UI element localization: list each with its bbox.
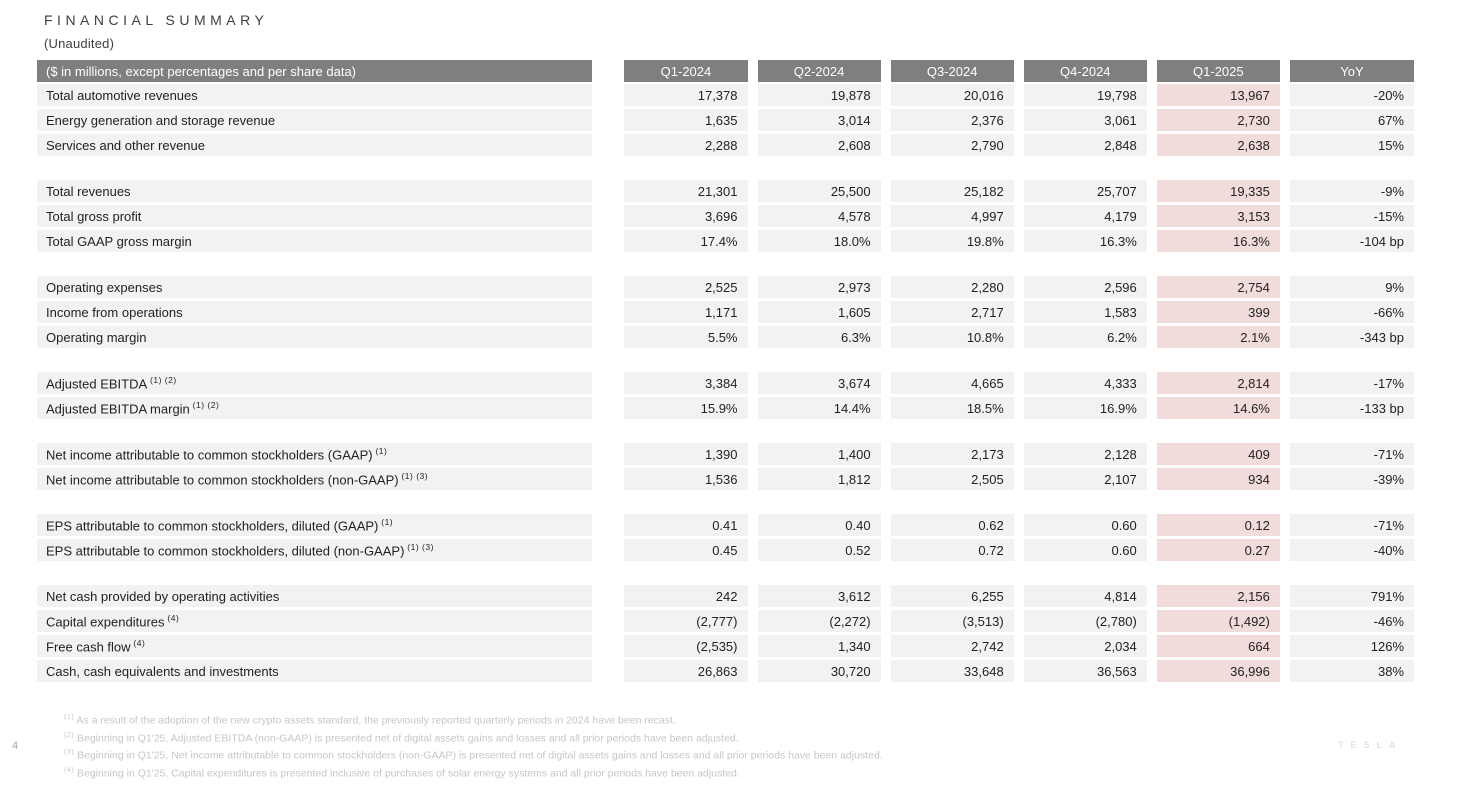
cell-value: 16.9% xyxy=(1014,397,1147,422)
cell-value: 17,378 xyxy=(614,84,747,109)
yoy-value: -9% xyxy=(1280,180,1414,205)
yoy-value: -104 bp xyxy=(1280,230,1414,255)
cell-value: 0.45 xyxy=(614,539,747,564)
table-row xyxy=(37,326,1414,351)
cell-value: 399 xyxy=(1147,301,1280,326)
cell-value: 3,384 xyxy=(614,372,747,397)
cell-value: 1,171 xyxy=(614,301,747,326)
footnote-ref: (1) (3) xyxy=(404,541,434,552)
cell-value: 16.3% xyxy=(1014,230,1147,255)
tesla-logo: TESLA xyxy=(1338,740,1403,750)
footnote-text: Beginning in Q1'25, Adjusted EBITDA (non-GAAP) is presented net of digital assets gains and losses and all prior periods have been adjusted. xyxy=(76,732,739,744)
cell-value: 242 xyxy=(614,585,747,610)
cell-value: 2,173 xyxy=(881,443,1014,468)
cell-value: 1,605 xyxy=(748,301,881,326)
yoy-value: -20% xyxy=(1280,84,1414,109)
row-label: Adjusted EBITDA margin $^{(1) (2)}$ xyxy=(37,397,614,422)
gap-cell xyxy=(37,159,1414,180)
cell-value: 10.8% xyxy=(881,326,1014,351)
header-col-q4-2024: Q4-2024 xyxy=(1014,60,1147,84)
cell-value: 4,578 xyxy=(748,205,881,230)
table-body xyxy=(37,84,1414,685)
yoy-value: -133 bp xyxy=(1280,397,1414,422)
cell-value: 3,674 xyxy=(748,372,881,397)
cell-value: 25,500 xyxy=(748,180,881,205)
row-label: Capital expenditures $^{(4)}$ xyxy=(37,610,614,635)
header-label: ($ in millions, except percentages and per share data) xyxy=(37,60,614,84)
cell-value: 30,720 xyxy=(748,660,881,685)
gap-cell xyxy=(37,255,1414,276)
footnote-1 xyxy=(64,712,883,730)
table-row xyxy=(37,443,1414,468)
row-label: Total revenues xyxy=(37,180,614,205)
cell-value: 2,790 xyxy=(881,134,1014,159)
cell-value: 18.5% xyxy=(881,397,1014,422)
row-label: Operating margin xyxy=(37,326,614,351)
row-label: EPS attributable to common stockholders, diluted (non-GAAP) $^{(1) (3)}$ xyxy=(37,539,614,564)
cell-value: 26,863 xyxy=(614,660,747,685)
cell-value: 6.3% xyxy=(748,326,881,351)
yoy-value: 15% xyxy=(1280,134,1414,159)
cell-value: 2,717 xyxy=(881,301,1014,326)
cell-value: 409 xyxy=(1147,443,1280,468)
cell-value: 2,638 xyxy=(1147,134,1280,159)
header-col-q2-2024: Q2-2024 xyxy=(748,60,881,84)
footnote-marker: (2) xyxy=(64,731,75,739)
yoy-value: -66% xyxy=(1280,301,1414,326)
cell-value: 934 xyxy=(1147,468,1280,493)
cell-value: 1,635 xyxy=(614,109,747,134)
cell-value: 2,730 xyxy=(1147,109,1280,134)
cell-value: 2,288 xyxy=(614,134,747,159)
table-row xyxy=(37,301,1414,326)
footnote-ref: (1) (2) xyxy=(147,374,177,385)
cell-value: 19.8% xyxy=(881,230,1014,255)
cell-value: 15.9% xyxy=(614,397,747,422)
cell-value: 3,696 xyxy=(614,205,747,230)
cell-value: 4,997 xyxy=(881,205,1014,230)
cell-value: 2,742 xyxy=(881,635,1014,660)
cell-value: 1,812 xyxy=(748,468,881,493)
cell-value: 4,814 xyxy=(1014,585,1147,610)
table-row xyxy=(37,585,1414,610)
cell-value: 2,848 xyxy=(1014,134,1147,159)
gap-cell xyxy=(37,493,1414,514)
table-row xyxy=(37,468,1414,493)
yoy-value: -343 bp xyxy=(1280,326,1414,351)
cell-value: 664 xyxy=(1147,635,1280,660)
cell-value: 20,016 xyxy=(881,84,1014,109)
footnote-2 xyxy=(64,730,883,748)
yoy-value: -15% xyxy=(1280,205,1414,230)
cell-value: (2,780) xyxy=(1014,610,1147,635)
row-label: EPS attributable to common stockholders, diluted (GAAP) $^{(1)}$ xyxy=(37,514,614,539)
cell-value: 14.4% xyxy=(748,397,881,422)
row-label: Free cash flow $^{(4)}$ xyxy=(37,635,614,660)
cell-value: (2,535) xyxy=(614,635,747,660)
row-label: Income from operations xyxy=(37,301,614,326)
row-label: Services and other revenue xyxy=(37,134,614,159)
row-label: Operating expenses xyxy=(37,276,614,301)
header-col-q1-2025: Q1-2025 xyxy=(1147,60,1280,84)
cell-value: 3,612 xyxy=(748,585,881,610)
row-label: Total GAAP gross margin xyxy=(37,230,614,255)
table-row xyxy=(37,372,1414,397)
cell-value: 1,536 xyxy=(614,468,747,493)
cell-value: 4,665 xyxy=(881,372,1014,397)
cell-value: 6,255 xyxy=(881,585,1014,610)
table-row xyxy=(37,514,1414,539)
cell-value: 1,390 xyxy=(614,443,747,468)
cell-value: 0.60 xyxy=(1014,514,1147,539)
row-label: Cash, cash equivalents and investments xyxy=(37,660,614,685)
table-row xyxy=(37,109,1414,134)
row-label: Total gross profit xyxy=(37,205,614,230)
table-row xyxy=(37,230,1414,255)
footnote-3 xyxy=(64,747,883,765)
cell-value: 19,878 xyxy=(748,84,881,109)
footnote-marker: (3) xyxy=(64,749,75,756)
page-title: FINANCIAL SUMMARY xyxy=(44,12,269,28)
yoy-value: -71% xyxy=(1280,514,1414,539)
cell-value: 0.60 xyxy=(1014,539,1147,564)
cell-value: 0.72 xyxy=(881,539,1014,564)
cell-value: 1,400 xyxy=(748,443,881,468)
cell-value: 3,061 xyxy=(1014,109,1147,134)
yoy-value: 126% xyxy=(1280,635,1414,660)
cell-value: 2,505 xyxy=(881,468,1014,493)
cell-value: 2,128 xyxy=(1014,443,1147,468)
cell-value: 1,340 xyxy=(748,635,881,660)
cell-value: 6.2% xyxy=(1014,326,1147,351)
gap-cell xyxy=(37,564,1414,585)
yoy-value: -71% xyxy=(1280,443,1414,468)
cell-value: (2,272) xyxy=(748,610,881,635)
table-header-row xyxy=(37,60,1414,84)
yoy-value: -46% xyxy=(1280,610,1414,635)
cell-value: 33,648 xyxy=(881,660,1014,685)
cell-value: 2,376 xyxy=(881,109,1014,134)
cell-value: 2,034 xyxy=(1014,635,1147,660)
footnote-marker: (1) xyxy=(64,714,75,721)
section-gap xyxy=(37,255,1414,276)
section-gap xyxy=(37,159,1414,180)
cell-value: 36,563 xyxy=(1014,660,1147,685)
cell-value: (2,777) xyxy=(614,610,747,635)
cell-value: 0.12 xyxy=(1147,514,1280,539)
footnote-marker: (4) xyxy=(64,766,75,774)
cell-value: 2,596 xyxy=(1014,276,1147,301)
header-col-q3-2024: Q3-2024 xyxy=(881,60,1014,84)
footnote-ref: (4) xyxy=(130,637,146,648)
cell-value: 19,798 xyxy=(1014,84,1147,109)
cell-value: 19,335 xyxy=(1147,180,1280,205)
cell-value: 2,525 xyxy=(614,276,747,301)
cell-value: 0.62 xyxy=(881,514,1014,539)
table-row xyxy=(37,134,1414,159)
cell-value: 2,280 xyxy=(881,276,1014,301)
financial-summary-table xyxy=(37,60,1414,685)
cell-value: 2,814 xyxy=(1147,372,1280,397)
yoy-value: -39% xyxy=(1280,468,1414,493)
row-label: Energy generation and storage revenue xyxy=(37,109,614,134)
page-subtitle: (Unaudited) xyxy=(44,36,115,51)
cell-value: 3,153 xyxy=(1147,205,1280,230)
row-label: Net cash provided by operating activities xyxy=(37,585,614,610)
cell-value: 2,973 xyxy=(748,276,881,301)
table-row xyxy=(37,84,1414,109)
section-gap xyxy=(37,422,1414,443)
cell-value: 13,967 xyxy=(1147,84,1280,109)
row-label: Net income attributable to common stockholders (GAAP) $^{(1)}$ xyxy=(37,443,614,468)
cell-value: 0.41 xyxy=(614,514,747,539)
cell-value: 17.4% xyxy=(614,230,747,255)
cell-value: 1,583 xyxy=(1014,301,1147,326)
yoy-value: 9% xyxy=(1280,276,1414,301)
cell-value: 3,014 xyxy=(748,109,881,134)
footnote-text: Beginning in Q1'25, Capital expenditures is presented inclusive of purchases of solar energy systems and all prior periods have been adjusted. xyxy=(76,767,740,779)
cell-value: 0.52 xyxy=(748,539,881,564)
table-row xyxy=(37,610,1414,635)
yoy-value: -17% xyxy=(1280,372,1414,397)
gap-cell xyxy=(37,351,1414,372)
section-gap xyxy=(37,493,1414,514)
cell-value: 2,608 xyxy=(748,134,881,159)
yoy-value: 67% xyxy=(1280,109,1414,134)
table-row xyxy=(37,539,1414,564)
cell-value: 21,301 xyxy=(614,180,747,205)
section-gap xyxy=(37,351,1414,372)
footnote-ref: (1) (2) xyxy=(189,399,220,410)
footnote-text: As a result of the adoption of the new crypto assets standard, the previously reported quarterly periods in 2024 have been recast. xyxy=(76,714,676,727)
row-label: Adjusted EBITDA $^{(1) (2)}$ xyxy=(37,372,614,397)
footnote-4 xyxy=(64,765,883,783)
table-row xyxy=(37,660,1414,685)
table-row xyxy=(37,397,1414,422)
table-row xyxy=(37,180,1414,205)
row-label: Total automotive revenues xyxy=(37,84,614,109)
table-row xyxy=(37,635,1414,660)
section-gap xyxy=(37,564,1414,585)
cell-value: 25,182 xyxy=(881,180,1014,205)
cell-value: 2.1% xyxy=(1147,326,1280,351)
header-col-yoy: YoY xyxy=(1280,60,1414,84)
cell-value: 18.0% xyxy=(748,230,881,255)
page-number: 4 xyxy=(12,740,19,752)
cell-value: 0.27 xyxy=(1147,539,1280,564)
header-col-q1-2024: Q1-2024 xyxy=(614,60,747,84)
cell-value: (3,513) xyxy=(881,610,1014,635)
cell-value: 0.40 xyxy=(748,514,881,539)
cell-value: 25,707 xyxy=(1014,180,1147,205)
yoy-value: 38% xyxy=(1280,660,1414,685)
cell-value: 2,156 xyxy=(1147,585,1280,610)
cell-value: 4,333 xyxy=(1014,372,1147,397)
table-row xyxy=(37,276,1414,301)
table-row xyxy=(37,205,1414,230)
cell-value: 2,754 xyxy=(1147,276,1280,301)
yoy-value: 791% xyxy=(1280,585,1414,610)
cell-value: 4,179 xyxy=(1014,205,1147,230)
cell-value: 5.5% xyxy=(614,326,747,351)
gap-cell xyxy=(37,422,1414,443)
footnote-ref: (1) xyxy=(372,445,388,456)
cell-value: 14.6% xyxy=(1147,397,1280,422)
cell-value: 16.3% xyxy=(1147,230,1280,255)
footnote-ref: (4) xyxy=(164,612,180,623)
yoy-value: -40% xyxy=(1280,539,1414,564)
footnote-ref: (1) xyxy=(378,516,394,527)
footnote-text: Beginning in Q1'25, Net income attributable to common stockholders (non-GAAP) is presented net of digital assets gains and losses and all prior periods have been adjusted. xyxy=(76,749,883,762)
footnotes xyxy=(64,712,883,782)
cell-value: (1,492) xyxy=(1147,610,1280,635)
footnote-ref: (1) (3) xyxy=(398,470,429,481)
cell-value: 36,996 xyxy=(1147,660,1280,685)
row-label: Net income attributable to common stockholders (non-GAAP) $^{(1) (3)}$ xyxy=(37,468,614,493)
cell-value: 2,107 xyxy=(1014,468,1147,493)
